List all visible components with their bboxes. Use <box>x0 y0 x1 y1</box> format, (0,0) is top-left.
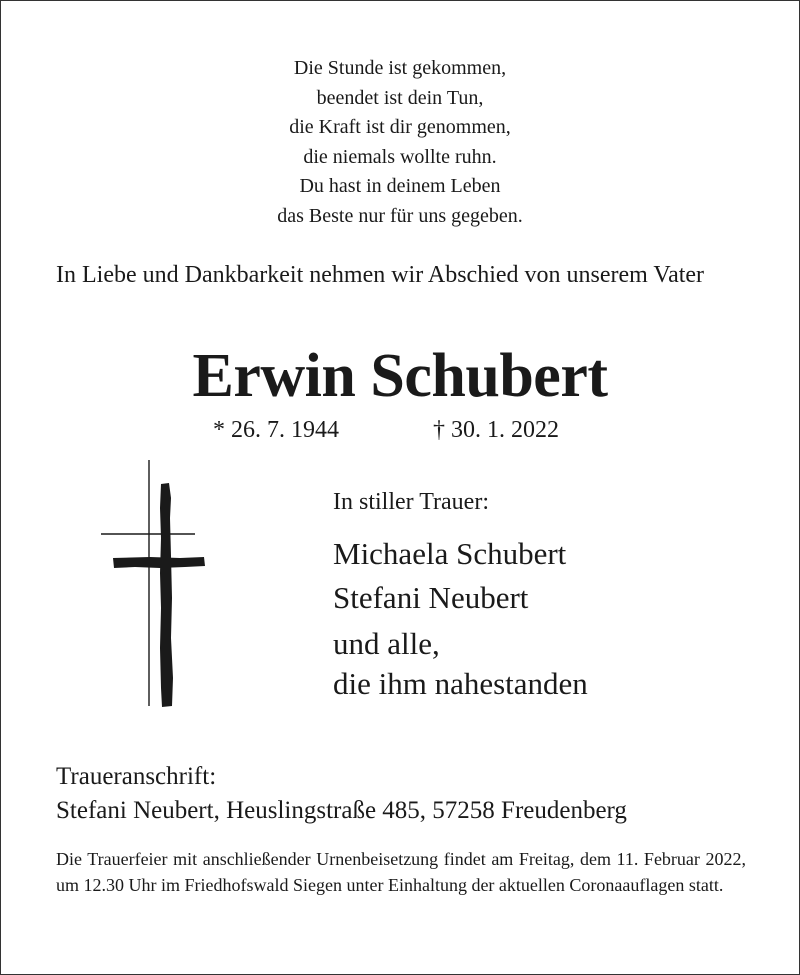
mourner-name: die ihm nahestanden <box>333 666 588 701</box>
poem-line: die niemals wollte ruhn. <box>303 145 497 168</box>
address-label: Traueranschrift: <box>56 763 217 790</box>
poem-line: das Beste nur für uns gegeben. <box>277 204 523 227</box>
poem <box>0 54 800 231</box>
birth-date: * 26. 7. 1944 <box>213 417 339 443</box>
poem-line: beendet ist dein Tun, <box>316 86 484 109</box>
mourner-name: und alle, <box>333 626 440 661</box>
mourners-list <box>333 532 588 704</box>
cross-icon <box>90 458 220 718</box>
mourner-name: Michaela Schubert <box>333 536 567 571</box>
mourner-name: Stefani Neubert <box>333 580 529 615</box>
poem-line: die Kraft ist dir genommen, <box>289 116 511 138</box>
poem-line: Du hast in deinem Leben <box>299 175 501 197</box>
deceased-name: Erwin Schubert <box>192 342 608 410</box>
funeral-notice: Die Trauerfeier mit anschließender Urnenbeisetzung findet am Freitag, dem 11. Februar 2022, um 12.30 Uhr im Friedhofswald Siegen unter Einhaltung der aktuellen Coronaauflagen statt. <box>56 849 746 895</box>
intro-text: In Liebe und Dankbarkeit nehmen wir Abschied von unserem Vater <box>56 262 705 288</box>
address-value: Stefani Neubert, Heuslingstraße 485, 57258 Freudenberg <box>56 797 627 824</box>
death-date: † 30. 1. 2022 <box>433 417 559 443</box>
poem-line: Die Stunde ist gekommen, <box>293 57 507 79</box>
mourning-label: In stiller Trauer: <box>333 489 489 515</box>
